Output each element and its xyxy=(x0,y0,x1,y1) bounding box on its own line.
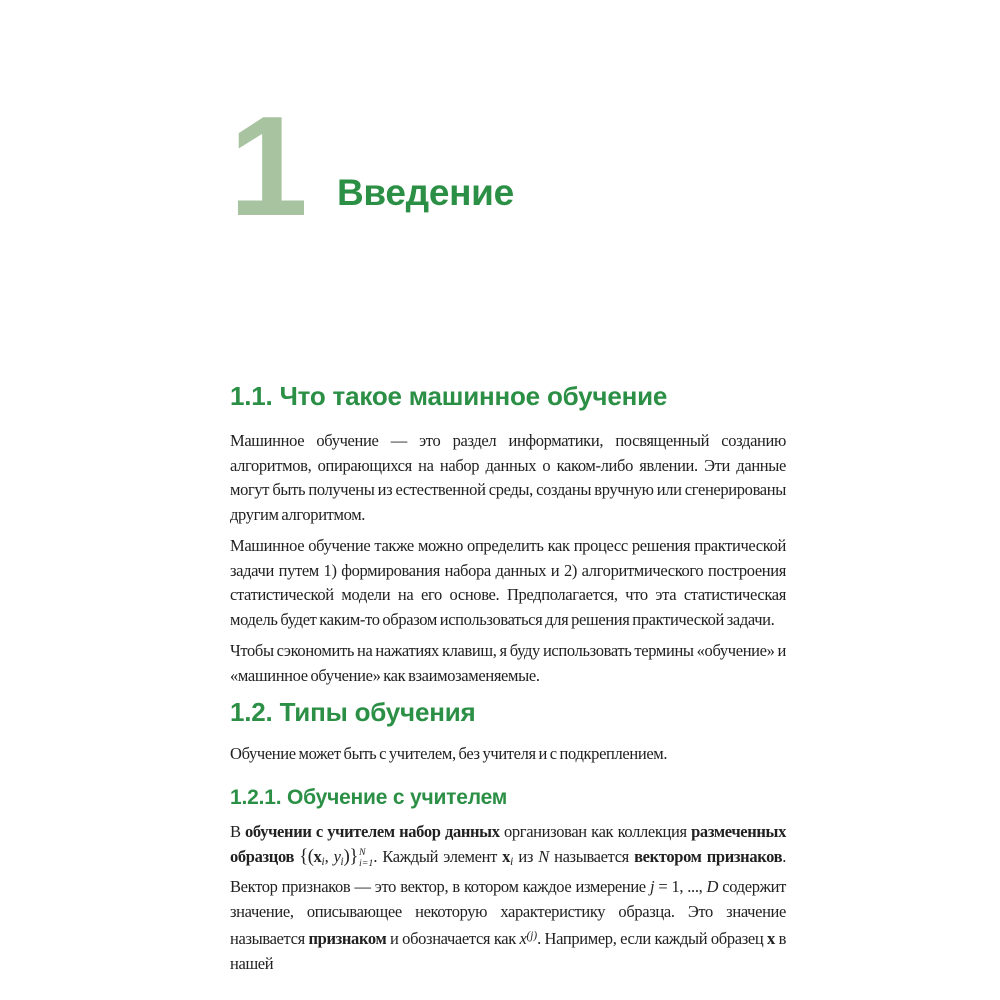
paragraph-ml-process: Машинное обучение также можно определить как процесс решения практической задачи путем 1) формирования набора данных и 2) алгоритмического построения статистической модели на его основе. Предполагается, что эта статистическая модель будет каким-то образом использоваться для решения практической задачи. xyxy=(230,536,786,629)
section-heading-1-2: 1.2. Типы обучения xyxy=(230,697,476,727)
chapter-title: Введение xyxy=(337,172,514,213)
subsection-heading-1-2-1: 1.2.1. Обучение с учителем xyxy=(230,785,508,809)
math-limits: N i=1 xyxy=(359,846,374,870)
paragraph-learning-types: Обучение может быть с учителем, без учителя и с подкреплением. xyxy=(230,744,668,763)
chapter-number: 1 xyxy=(229,87,308,246)
paragraph-ml-definition: Машинное обучение — это раздел информатики, посвященный созданию алгоритмов, опирающихся на набор данных о каком-либо явлении. Эти данные могут быть получены из естественной среды, созданы вручную или сгенерированы другим алгоритмом. xyxy=(230,431,786,524)
paragraph-terms-note: Чтобы сэкономить на нажатиях клавиш, я буду использовать термины «обучение» и «машинное обучение» как взаимозаменяемые. xyxy=(230,641,786,685)
paragraph-supervised-learning: В обучении с учителем набор данных организован как коллекция размеченных образцов {(xi, yi)} N i=1 . Каждый элемент xi из N называется вектором признаков. Вектор признаков — это вектор, в котором каждое измерение j = 1, ..., D содержит значение, описывающее некоторую характеристику образца. Это значение называется признаком и обозначается как $x^{(j)}$. Например, если каждый образец x в нашей xyxy=(230,821,787,974)
page-content xyxy=(230,381,786,983)
section-heading-1-1: 1.1. Что такое машинное обучение xyxy=(230,381,668,411)
